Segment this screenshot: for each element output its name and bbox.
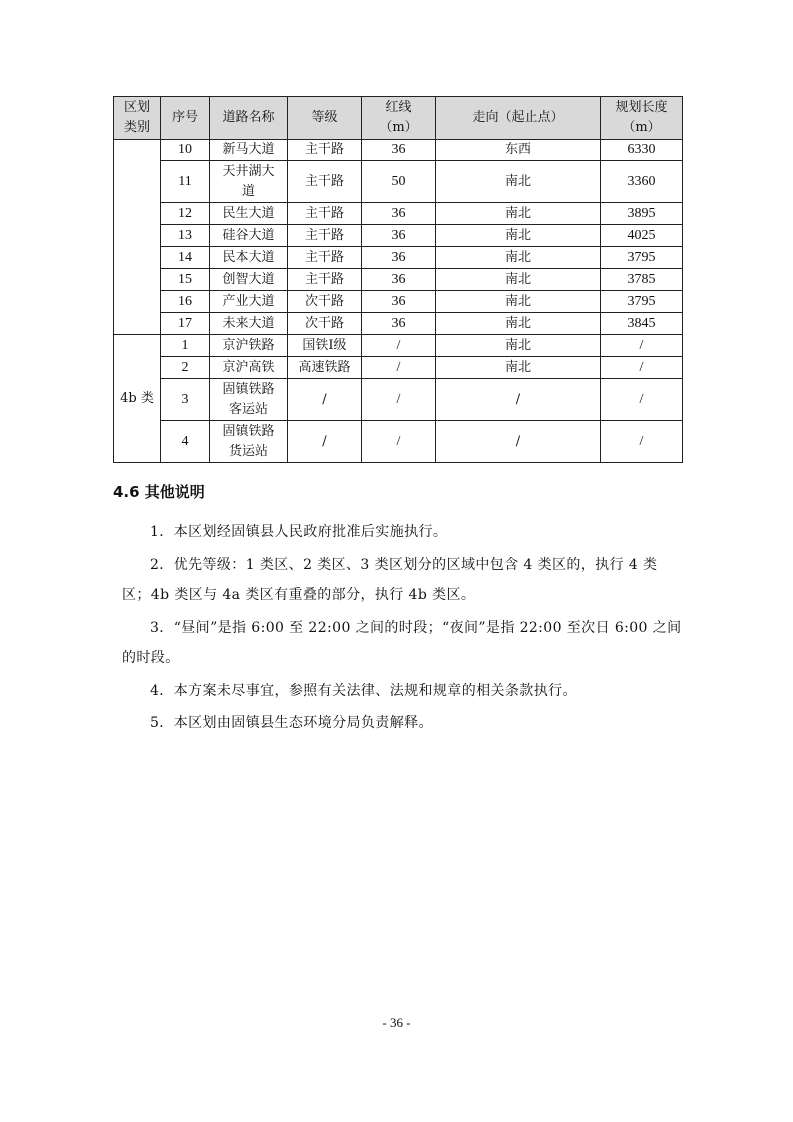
- cell-name: 新马大道: [210, 140, 288, 161]
- cell-red: 36: [362, 313, 436, 335]
- cell-name: 京沪高铁: [210, 357, 288, 379]
- cell-red: 36: [362, 225, 436, 247]
- cell-dir: /: [436, 379, 601, 421]
- table-row: [114, 291, 683, 313]
- cell-grade: 主干路: [288, 161, 362, 203]
- cell-name: 民生大道: [210, 203, 288, 225]
- table-row: [114, 203, 683, 225]
- cell-dir: 南北: [436, 225, 601, 247]
- cell-dir: 南北: [436, 291, 601, 313]
- cell-len: 3845: [601, 313, 683, 335]
- cell-grade: /: [288, 379, 362, 421]
- header-category: 区划 类别: [114, 97, 161, 140]
- cell-name: 民本大道: [210, 247, 288, 269]
- cell-no: 3: [161, 379, 210, 421]
- cell-dir: 南北: [436, 161, 601, 203]
- cell-red: /: [362, 421, 436, 463]
- cell-len: 3785: [601, 269, 683, 291]
- table-row: [114, 357, 683, 379]
- cell-no: 1: [161, 335, 210, 357]
- cell-len: /: [601, 421, 683, 463]
- cell-red: /: [362, 357, 436, 379]
- paragraph-4: 4．本方案未尽事宜，参照有关法律、法规和规章的相关条款执行。: [150, 683, 577, 699]
- table-row: [114, 379, 683, 421]
- cell-grade: 主干路: [288, 269, 362, 291]
- cell-red: /: [362, 379, 436, 421]
- cell-len: /: [601, 357, 683, 379]
- cell-no: 11: [161, 161, 210, 203]
- cell-red: 36: [362, 140, 436, 161]
- table-row: [114, 225, 683, 247]
- cell-no: 17: [161, 313, 210, 335]
- cell-grade: 主干路: [288, 203, 362, 225]
- cell-red: 50: [362, 161, 436, 203]
- cell-name: 产业大道: [210, 291, 288, 313]
- table-row: [114, 161, 683, 203]
- cell-grade: 主干路: [288, 140, 362, 161]
- header-no: 序号: [161, 97, 210, 140]
- cell-no: 2: [161, 357, 210, 379]
- cell-grade: 次干路: [288, 313, 362, 335]
- paragraph-3: 3．“昼间”是指 6:00 至 22:00 之间的时段；“夜间”是指 22:00 至次日 6:00 之间的时段。: [122, 620, 682, 666]
- cell-red: 36: [362, 203, 436, 225]
- cell-len: 4025: [601, 225, 683, 247]
- table-row: [114, 335, 683, 357]
- cell-len: 3360: [601, 161, 683, 203]
- cell-no: 12: [161, 203, 210, 225]
- cell-red: 36: [362, 291, 436, 313]
- header-length: 规划长度 （m）: [601, 97, 683, 140]
- table-row: [114, 269, 683, 291]
- table-header-row: [114, 97, 683, 140]
- cell-name: 京沪铁路: [210, 335, 288, 357]
- cell-red: /: [362, 335, 436, 357]
- cell-grade: 国铁I级: [288, 335, 362, 357]
- cell-grade: 高速铁路: [288, 357, 362, 379]
- cell-len: /: [601, 379, 683, 421]
- table-row: [114, 421, 683, 463]
- cell-name: 硅谷大道: [210, 225, 288, 247]
- table-row: [114, 140, 683, 161]
- paragraph-1: 1．本区划经固镇县人民政府批准后实施执行。: [150, 524, 448, 540]
- cell-no: 16: [161, 291, 210, 313]
- cell-no: 4: [161, 421, 210, 463]
- cell-len: 3795: [601, 247, 683, 269]
- cell-dir: 南北: [436, 335, 601, 357]
- cell-len: /: [601, 335, 683, 357]
- cell-len: 3795: [601, 291, 683, 313]
- cell-len: 6330: [601, 140, 683, 161]
- category-cell-4b: 4b 类: [114, 335, 161, 463]
- cell-red: 36: [362, 247, 436, 269]
- cell-no: 14: [161, 247, 210, 269]
- cell-dir: 南北: [436, 313, 601, 335]
- paragraph-5: 5．本区划由固镇县生态环境分局负责解释。: [150, 715, 433, 731]
- cell-dir: /: [436, 421, 601, 463]
- cell-no: 10: [161, 140, 210, 161]
- cell-dir: 东西: [436, 140, 601, 161]
- cell-dir: 南北: [436, 203, 601, 225]
- cell-grade: 主干路: [288, 225, 362, 247]
- road-table: [113, 96, 683, 463]
- section-title: 4.6 其他说明: [113, 483, 205, 501]
- header-direction: 走向（起止点）: [436, 97, 601, 140]
- table-row: [114, 313, 683, 335]
- cell-no: 15: [161, 269, 210, 291]
- cell-dir: 南北: [436, 269, 601, 291]
- cell-name: 创智大道: [210, 269, 288, 291]
- cell-name: 天井湖大 道: [210, 161, 288, 203]
- header-name: 道路名称: [210, 97, 288, 140]
- cell-dir: 南北: [436, 357, 601, 379]
- cell-no: 13: [161, 225, 210, 247]
- page-number: - 36 -: [382, 1015, 411, 1030]
- cell-red: 36: [362, 269, 436, 291]
- table-row: [114, 247, 683, 269]
- cell-name: 固镇铁路 客运站: [210, 379, 288, 421]
- cell-name: 未来大道: [210, 313, 288, 335]
- cell-grade: /: [288, 421, 362, 463]
- paragraph-2: 2．优先等级：1 类区、2 类区、3 类区划分的区域中包含 4 类区的，执行 4 类区；4b 类区与 4a 类区有重叠的部分，执行 4b 类区。: [122, 557, 658, 603]
- header-red-line: 红线 （m）: [362, 97, 436, 140]
- cell-grade: 次干路: [288, 291, 362, 313]
- cell-name: 固镇铁路 货运站: [210, 421, 288, 463]
- cell-grade: 主干路: [288, 247, 362, 269]
- cell-len: 3895: [601, 203, 683, 225]
- category-cell-empty: [114, 140, 161, 335]
- header-grade: 等级: [288, 97, 362, 140]
- cell-dir: 南北: [436, 247, 601, 269]
